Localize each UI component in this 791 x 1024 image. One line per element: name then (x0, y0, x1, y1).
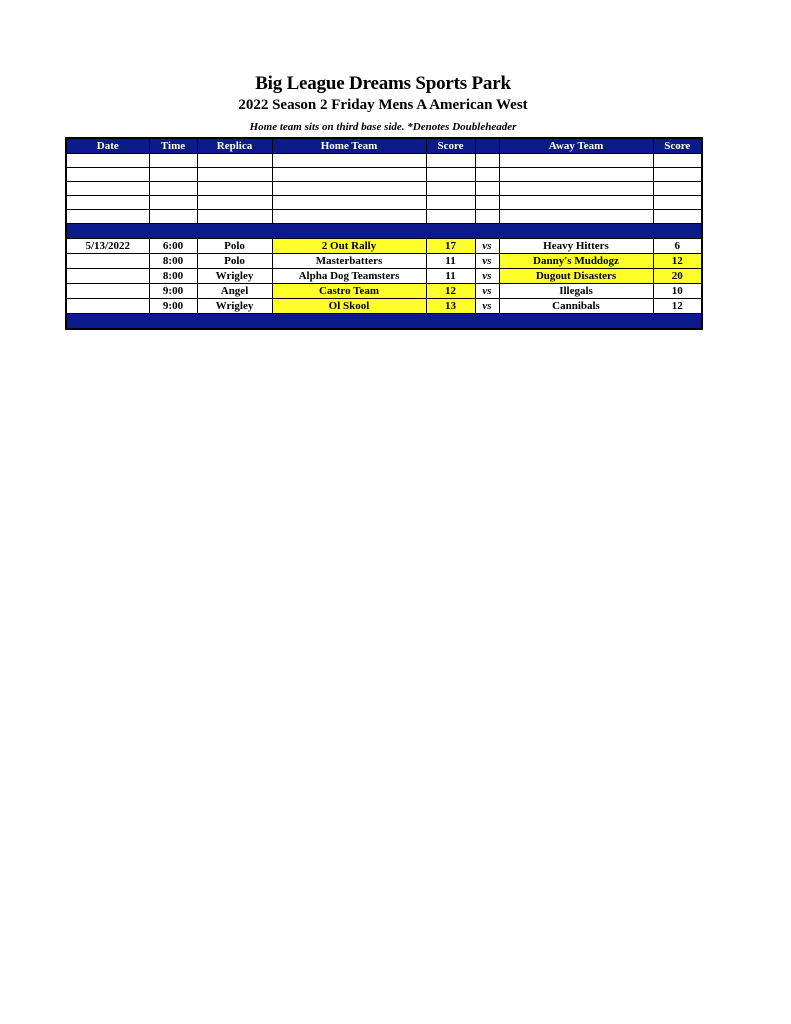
table-row (66, 299, 702, 314)
vs-label: vs (475, 254, 499, 269)
home-score: 11 (426, 269, 475, 284)
column-header-home-score: Score (426, 138, 475, 154)
vs-label: vs (475, 299, 499, 314)
divider-band (66, 314, 702, 330)
empty-row (66, 210, 702, 224)
game-time: 9:00 (149, 284, 197, 299)
away-team: Heavy Hitters (499, 239, 653, 254)
away-team: Dugout Disasters (499, 269, 653, 284)
league-subtitle: 2022 Season 2 Friday Mens A American West (238, 97, 528, 113)
schedule-note: Home team sits on third base side. *Denotes Doubleheader (249, 121, 517, 133)
schedule-table (65, 137, 703, 330)
game-time: 8:00 (149, 254, 197, 269)
table-row (66, 269, 702, 284)
home-team: Ol Skool (272, 299, 426, 314)
table-row (66, 239, 702, 254)
game-replica: Polo (197, 254, 272, 269)
game-date (66, 254, 149, 269)
game-replica: Angel (197, 284, 272, 299)
home-score: 13 (426, 299, 475, 314)
home-team: Castro Team (272, 284, 426, 299)
away-team: Danny's Muddogz (499, 254, 653, 269)
vs-label: vs (475, 269, 499, 284)
game-replica: Wrigley (197, 299, 272, 314)
game-time: 9:00 (149, 299, 197, 314)
column-header-replica: Replica (197, 138, 272, 154)
away-score: 6 (653, 239, 702, 254)
home-team: Masterbatters (272, 254, 426, 269)
away-score: 12 (653, 299, 702, 314)
column-header-date: Date (66, 138, 149, 154)
empty-row (66, 154, 702, 168)
column-header-home-team: Home Team (272, 138, 426, 154)
home-score: 12 (426, 284, 475, 299)
column-header-time: Time (149, 138, 197, 154)
header-row (66, 138, 702, 154)
table-row (66, 284, 702, 299)
home-score: 17 (426, 239, 475, 254)
empty-row (66, 182, 702, 196)
column-header-vs (475, 138, 499, 154)
game-replica: Polo (197, 239, 272, 254)
vs-label: vs (475, 239, 499, 254)
game-date (66, 299, 149, 314)
home-score: 11 (426, 254, 475, 269)
game-date (66, 284, 149, 299)
game-date: 5/13/2022 (66, 239, 149, 254)
divider-band (66, 224, 702, 239)
away-team: Illegals (499, 284, 653, 299)
column-header-away-score: Score (653, 138, 702, 154)
table-row (66, 254, 702, 269)
game-time: 6:00 (149, 239, 197, 254)
away-team: Cannibals (499, 299, 653, 314)
column-header-away-team: Away Team (499, 138, 653, 154)
away-score: 10 (653, 284, 702, 299)
empty-row (66, 196, 702, 210)
vs-label: vs (475, 284, 499, 299)
game-date (66, 269, 149, 284)
page-title: Big League Dreams Sports Park (255, 73, 511, 94)
game-time: 8:00 (149, 269, 197, 284)
away-score: 20 (653, 269, 702, 284)
away-score: 12 (653, 254, 702, 269)
empty-row (66, 168, 702, 182)
home-team: Alpha Dog Teamsters (272, 269, 426, 284)
game-replica: Wrigley (197, 269, 272, 284)
home-team: 2 Out Rally (272, 239, 426, 254)
